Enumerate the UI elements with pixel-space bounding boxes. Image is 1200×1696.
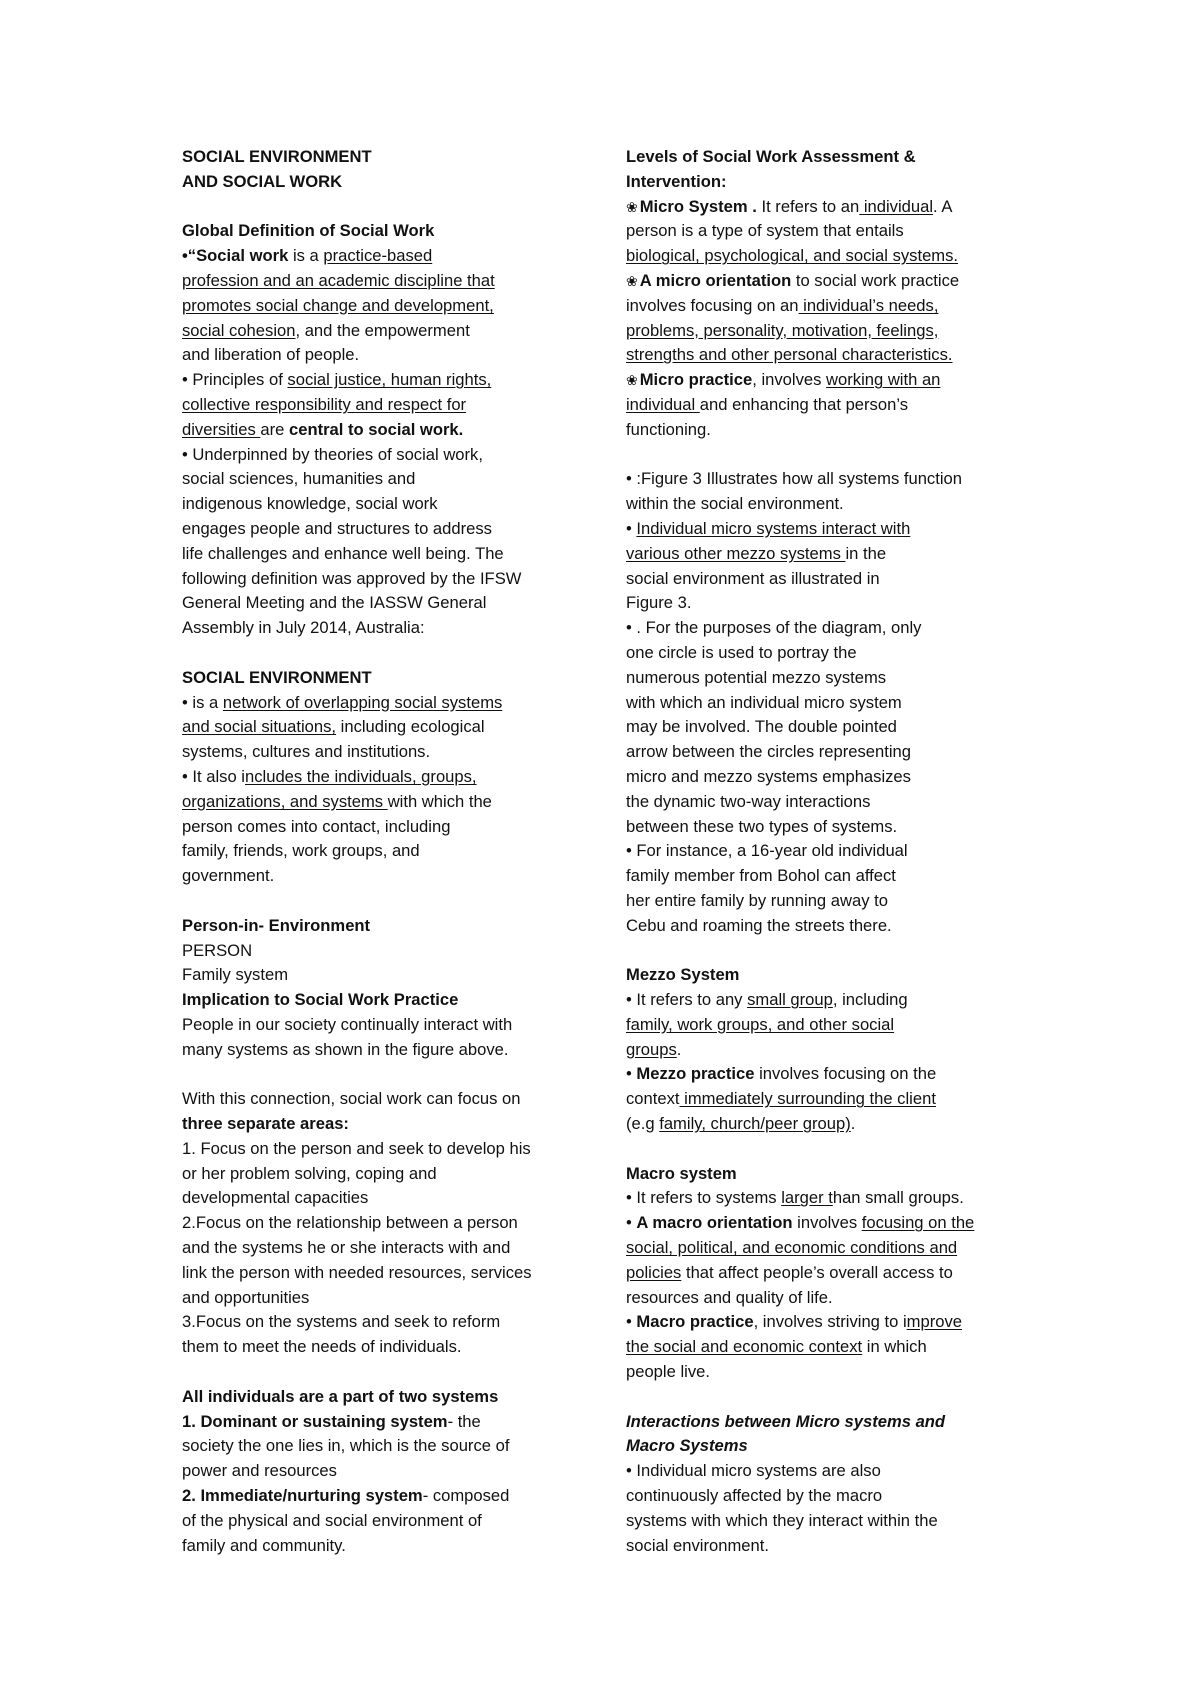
text-line <box>182 1261 602 1286</box>
text-line <box>182 393 602 418</box>
text-line <box>626 343 1046 368</box>
text-run: in which <box>862 1337 927 1357</box>
text-run: the dynamic two-way interactions <box>626 791 871 811</box>
text-line <box>182 1484 602 1509</box>
text-run: in the <box>845 543 887 563</box>
text-line <box>626 666 1046 691</box>
text-run: 2.Focus on the relationship between a person <box>182 1213 518 1233</box>
text-run: han small groups. <box>832 1188 964 1208</box>
text-line <box>626 1261 1046 1286</box>
text-run: • <box>626 518 637 538</box>
text-line <box>182 839 602 864</box>
underlined-text: small group <box>747 990 833 1010</box>
text-line <box>182 914 602 939</box>
text-line <box>182 591 602 616</box>
text-run: micro and mezzo systems emphasizes <box>626 766 911 786</box>
underlined-text: individual <box>626 394 700 414</box>
underlined-text: problems, personality, motivation, feelings, <box>626 320 939 340</box>
text-run: government. <box>182 866 275 886</box>
underlined-text: working with an <box>826 370 941 390</box>
text-run: 3.Focus on the systems and seek to reform <box>182 1312 501 1332</box>
text-line <box>182 1162 602 1187</box>
bold-text: central to social work. <box>288 419 464 439</box>
bold-text: Intervention: <box>626 171 727 191</box>
text-run: • Principles of <box>182 370 288 390</box>
text-run: between these two types of systems. <box>626 816 898 836</box>
text-line <box>182 1459 602 1484</box>
bold-text: Micro System . <box>639 196 757 216</box>
underlined-text: social cohesion <box>182 320 296 340</box>
text-run: It refers to an <box>756 196 860 216</box>
text-line <box>626 1211 1046 1236</box>
text-line <box>182 1310 602 1335</box>
text-line <box>182 790 602 815</box>
underlined-text: immediately surrounding the client <box>679 1089 936 1109</box>
underlined-text: individual’s needs, <box>798 295 939 315</box>
blank-line <box>182 641 602 666</box>
text-line <box>182 219 602 244</box>
text-run: developmental capacities <box>182 1188 369 1208</box>
text-line <box>626 492 1046 517</box>
text-line <box>626 864 1046 889</box>
text-run: people live. <box>626 1362 710 1382</box>
text-line <box>182 1335 602 1360</box>
text-line <box>626 914 1046 939</box>
text-line <box>182 1534 602 1559</box>
text-run: family and community. <box>182 1535 346 1555</box>
text-line <box>182 467 602 492</box>
text-run: within the social environment. <box>626 494 844 514</box>
text-run: social environment. <box>626 1535 769 1555</box>
underlined-text: larger t <box>781 1188 833 1208</box>
text-line <box>626 963 1046 988</box>
bold-text: Levels of Social Work Assessment & <box>626 147 916 166</box>
text-run: her entire family by running away to <box>626 890 888 910</box>
text-line <box>626 1286 1046 1311</box>
text-line <box>626 1062 1046 1087</box>
underlined-text: policies <box>626 1262 682 1282</box>
text-run: People in our society continually interact with <box>182 1014 513 1034</box>
text-line <box>182 269 602 294</box>
text-run: social environment as illustrated in <box>626 568 880 588</box>
text-run: with which an individual micro system <box>626 692 902 712</box>
text-line <box>182 1509 602 1534</box>
text-line <box>182 963 602 988</box>
text-line <box>182 443 602 468</box>
text-run: and opportunities <box>182 1287 310 1307</box>
text-line <box>182 715 602 740</box>
blank-line <box>626 443 1046 468</box>
text-line <box>626 790 1046 815</box>
underlined-text: Individual micro systems interact with <box>636 518 911 538</box>
text-run: arrow between the circles representing <box>626 742 912 762</box>
text-run: involves <box>792 1213 862 1233</box>
underlined-text: practice-based <box>323 246 433 266</box>
text-line <box>626 1484 1046 1509</box>
text-line <box>182 1286 602 1311</box>
text-line <box>626 269 1046 294</box>
underlined-text: mprove <box>906 1312 962 1332</box>
text-run: - the <box>447 1411 481 1431</box>
text-line <box>182 765 602 790</box>
text-line <box>626 839 1046 864</box>
text-run: Assembly in July 2014, Australia: <box>182 618 425 638</box>
text-run: and enhancing that person’s <box>699 394 908 414</box>
text-run: • is a <box>182 692 223 712</box>
underlined-text: family, church/peer group) <box>659 1114 851 1134</box>
text-run: • It refers to any <box>626 990 748 1010</box>
text-line <box>182 1013 602 1038</box>
text-line <box>182 1137 602 1162</box>
underlined-text: the social and economic context <box>626 1337 863 1357</box>
text-line <box>182 666 602 691</box>
text-run: • <box>626 1213 637 1233</box>
text-line <box>626 1236 1046 1261</box>
text-run: • It refers to systems <box>626 1188 782 1208</box>
left-column <box>182 145 602 1558</box>
text-line <box>626 517 1046 542</box>
bold-text: three separate areas: <box>182 1114 349 1134</box>
text-line <box>182 1112 602 1137</box>
text-line <box>626 542 1046 567</box>
text-line <box>626 567 1046 592</box>
text-line <box>626 368 1046 393</box>
text-line <box>626 1186 1046 1211</box>
text-line <box>182 418 602 443</box>
text-line <box>182 567 602 592</box>
text-run: person is a type of system that entails <box>626 221 904 241</box>
text-line <box>182 988 602 1013</box>
text-line <box>626 988 1046 1013</box>
text-line <box>182 864 602 889</box>
bold-text: SOCIAL ENVIRONMENT <box>182 147 372 166</box>
bold-text: SOCIAL ENVIRONMENT <box>182 667 372 687</box>
text-line <box>182 517 602 542</box>
text-run: . A <box>933 196 953 216</box>
text-run: family member from Bohol can affect <box>626 866 896 886</box>
text-run: social sciences, humanities and <box>182 469 416 489</box>
text-line <box>626 418 1046 443</box>
text-run: , and the empowerment <box>295 320 470 340</box>
text-line <box>182 343 602 368</box>
underlined-text: groups <box>626 1039 677 1059</box>
underlined-text: and social situations, <box>182 717 337 737</box>
underlined-text: organizations, and systems <box>182 791 388 811</box>
text-line <box>626 889 1046 914</box>
text-run: • It also i <box>182 766 245 786</box>
text-line <box>626 616 1046 641</box>
text-line <box>626 1038 1046 1063</box>
text-line <box>626 765 1046 790</box>
text-line <box>626 244 1046 269</box>
underlined-text: focusing on the <box>861 1213 975 1233</box>
bold-text: •“Social work <box>182 246 289 266</box>
text-line <box>626 815 1046 840</box>
text-line <box>182 1087 602 1112</box>
text-run: PERSON <box>182 940 253 960</box>
text-line <box>182 294 602 319</box>
text-run: engages people and structures to address <box>182 518 492 538</box>
text-run: - composed <box>422 1486 510 1506</box>
text-run: person comes into contact, including <box>182 816 451 836</box>
blank-line <box>626 939 1046 964</box>
text-run: and the systems he or she interacts with and <box>182 1238 511 1258</box>
bold-text: Implication to Social Work Practice <box>182 990 459 1010</box>
bold-text: Mezzo practice <box>636 1064 755 1084</box>
underlined-text: profession and an academic discipline that <box>182 270 495 290</box>
text-line <box>626 1410 1046 1435</box>
text-line <box>182 1410 602 1435</box>
text-run: 1. Focus on the person and seek to develop his <box>182 1138 531 1158</box>
underlined-text: network of overlapping social systems <box>222 692 503 712</box>
text-run: family, friends, work groups, and <box>182 841 420 861</box>
text-run: (e.g <box>626 1114 660 1134</box>
text-line <box>182 616 602 641</box>
text-run: systems, cultures and institutions. <box>182 742 431 762</box>
text-line <box>626 1434 1046 1459</box>
blank-line <box>626 1137 1046 1162</box>
text-line <box>626 1112 1046 1137</box>
text-run: resources and quality of life. <box>626 1287 833 1307</box>
bold-text: 1. Dominant or sustaining system <box>182 1411 448 1431</box>
text-line <box>182 939 602 964</box>
text-line <box>182 368 602 393</box>
text-run: and liberation of people. <box>182 345 360 365</box>
right-column <box>626 145 1046 1558</box>
text-run: , including <box>832 990 908 1010</box>
text-run: Figure 3. <box>626 593 692 613</box>
text-run: indigenous knowledge, social work <box>182 494 438 514</box>
text-run: • <box>626 1312 637 1332</box>
bold-text: Person-in- Environment <box>182 915 371 935</box>
text-run: Family system <box>182 965 289 985</box>
text-run: Cebu and roaming the streets there. <box>626 915 892 935</box>
bold-text: Mezzo System <box>626 965 740 985</box>
bold-text: 2. Immediate/nurturing system <box>182 1486 423 1506</box>
bold-text: AND SOCIAL WORK <box>182 171 343 191</box>
text-line <box>182 145 602 170</box>
underlined-text: promotes social change and development, <box>182 295 494 315</box>
bold-text: Macro Systems <box>626 1436 748 1456</box>
text-line <box>626 740 1046 765</box>
text-run: with which the <box>387 791 492 811</box>
text-line <box>626 319 1046 344</box>
underlined-text: various other mezzo systems <box>626 543 846 563</box>
text-line <box>626 467 1046 492</box>
text-run: including ecological <box>336 717 485 737</box>
text-line <box>626 591 1046 616</box>
text-line <box>182 542 602 567</box>
text-run: many systems as shown in the figure above. <box>182 1039 509 1059</box>
text-line <box>182 1186 602 1211</box>
bold-text: A macro orientation <box>636 1213 793 1233</box>
text-run: • For instance, a 16-year old individual <box>626 841 908 861</box>
text-run: life challenges and enhance well being. The <box>182 543 504 563</box>
text-line <box>626 715 1046 740</box>
text-run: . <box>850 1114 856 1134</box>
text-line <box>626 1534 1046 1559</box>
text-line <box>626 1459 1046 1484</box>
text-line <box>626 219 1046 244</box>
text-run: • :Figure 3 Illustrates how all systems function <box>626 469 962 489</box>
text-run: • <box>626 1064 637 1084</box>
bold-text: Macro practice <box>636 1312 754 1332</box>
text-run: systems with which they interact within the <box>626 1510 938 1530</box>
text-run: . <box>676 1039 682 1059</box>
underlined-text: family, work groups, and other social <box>626 1014 895 1034</box>
text-run: are <box>260 419 289 439</box>
text-line <box>182 319 602 344</box>
text-run: continuously affected by the macro <box>626 1486 883 1506</box>
underlined-text: biological, psychological, and social systems. <box>626 246 959 266</box>
text-line <box>626 1509 1046 1534</box>
flower-bullet-icon: ❀ <box>626 372 638 389</box>
bold-text: Global Definition of Social Work <box>182 221 435 241</box>
text-line <box>182 170 602 195</box>
text-line <box>626 691 1046 716</box>
underlined-text: diversities <box>182 419 261 439</box>
text-line <box>626 170 1046 195</box>
flower-bullet-icon: ❀ <box>626 198 638 215</box>
text-run: of the physical and social environment of <box>182 1510 482 1530</box>
text-line <box>626 195 1046 220</box>
text-run: one circle is used to portray the <box>626 642 857 662</box>
bold-text: Interactions between Micro systems and <box>626 1411 946 1431</box>
underlined-text: social justice, human rights, <box>287 370 492 390</box>
text-run: to social work practice <box>791 270 960 290</box>
text-run: link the person with needed resources, services <box>182 1262 532 1282</box>
underlined-text: social, political, and economic conditions and <box>626 1238 958 1258</box>
text-run: • . For the purposes of the diagram, only <box>626 618 922 638</box>
blank-line <box>626 1385 1046 1410</box>
text-run: • Individual micro systems are also <box>626 1461 881 1481</box>
text-line <box>182 1038 602 1063</box>
blank-line <box>182 1360 602 1385</box>
bold-text: Macro system <box>626 1163 737 1183</box>
text-line <box>182 1236 602 1261</box>
text-line <box>182 244 602 269</box>
blank-line <box>182 889 602 914</box>
text-line <box>626 1013 1046 1038</box>
text-run: With this connection, social work can focus on <box>182 1089 521 1109</box>
underlined-text: individual <box>859 196 934 216</box>
text-line <box>182 691 602 716</box>
text-run: General Meeting and the IASSW General <box>182 593 487 613</box>
text-run: functioning. <box>626 419 711 439</box>
text-run: power and resources <box>182 1461 337 1481</box>
text-line <box>626 641 1046 666</box>
blank-line <box>182 195 602 220</box>
text-run: , involves striving to i <box>753 1312 907 1332</box>
text-run: context <box>626 1089 680 1109</box>
flower-bullet-icon: ❀ <box>626 272 638 289</box>
text-line <box>626 145 1046 170</box>
bold-text: A micro orientation <box>639 270 792 290</box>
bold-text: All individuals are a part of two systems <box>182 1386 499 1406</box>
text-line <box>182 1211 602 1236</box>
text-line <box>182 815 602 840</box>
text-line <box>182 1385 602 1410</box>
text-line <box>626 1360 1046 1385</box>
text-run: them to meet the needs of individuals. <box>182 1337 462 1357</box>
text-line <box>626 1087 1046 1112</box>
underlined-text: strengths and other personal characteristics. <box>626 345 953 365</box>
text-run: is a <box>288 246 324 266</box>
text-line <box>626 393 1046 418</box>
text-run: involves focusing on an <box>626 295 799 315</box>
text-line <box>626 294 1046 319</box>
text-line <box>182 1434 602 1459</box>
text-run: may be involved. The double pointed <box>626 717 897 737</box>
text-run: society the one lies in, which is the source of <box>182 1436 510 1456</box>
text-run: numerous potential mezzo systems <box>626 667 887 687</box>
text-run: involves focusing on the <box>754 1064 937 1084</box>
text-line <box>182 740 602 765</box>
text-line <box>626 1310 1046 1335</box>
bold-text: Micro practice <box>639 370 753 390</box>
text-line <box>626 1162 1046 1187</box>
blank-line <box>182 1062 602 1087</box>
text-run: or her problem solving, coping and <box>182 1163 437 1183</box>
underlined-text: ncludes the individuals, groups, <box>245 766 477 786</box>
text-run: that affect people’s overall access to <box>681 1262 953 1282</box>
text-run: , involves <box>752 370 827 390</box>
text-run: • Underpinned by theories of social work, <box>182 444 483 464</box>
text-line <box>182 492 602 517</box>
text-line <box>626 1335 1046 1360</box>
text-run: following definition was approved by the IFSW <box>182 568 522 588</box>
underlined-text: collective responsibility and respect for <box>182 394 467 414</box>
